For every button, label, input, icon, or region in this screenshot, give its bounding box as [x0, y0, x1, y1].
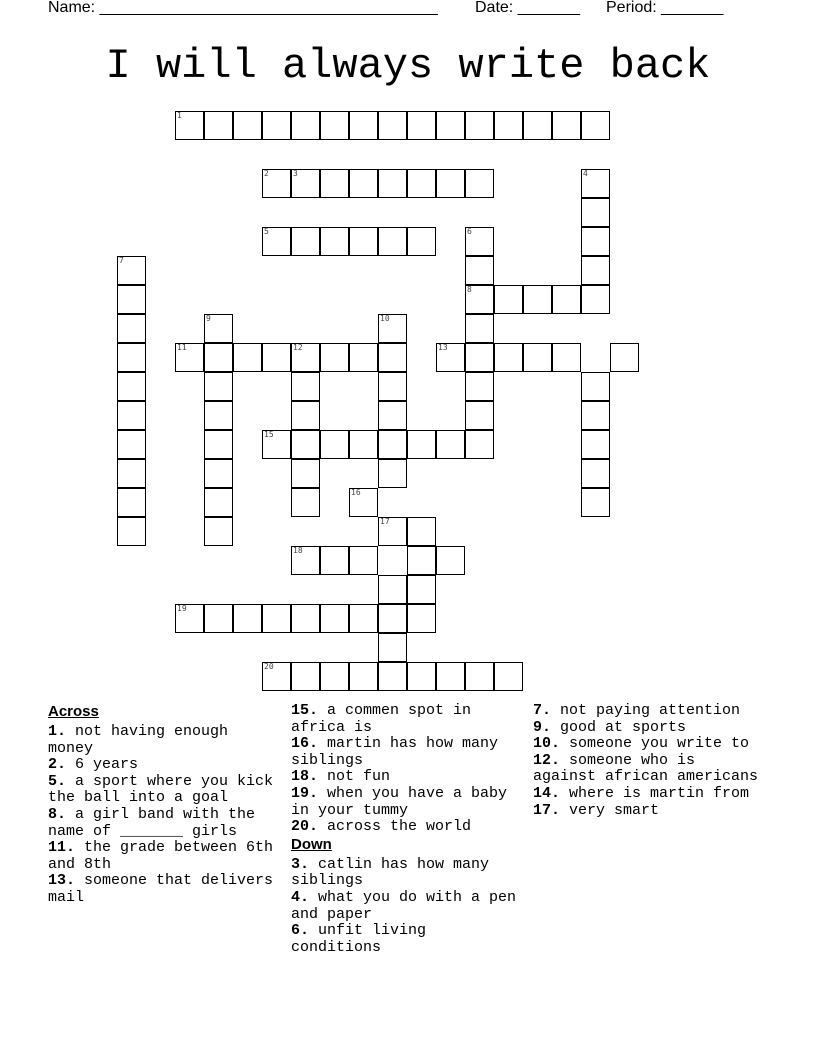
grid-cell[interactable] — [407, 662, 436, 691]
clue-number-label: 5. — [48, 772, 67, 790]
clue-item — [291, 786, 523, 819]
grid-cell[interactable] — [117, 285, 146, 314]
grid-cell[interactable] — [204, 401, 233, 430]
grid-cell[interactable] — [378, 169, 407, 198]
grid-cell[interactable] — [262, 343, 291, 372]
clue-item — [291, 890, 523, 923]
grid-cell[interactable] — [378, 343, 407, 372]
clue-number-label: 19. — [291, 784, 319, 802]
grid-cell[interactable] — [378, 633, 407, 662]
grid-cell[interactable] — [378, 459, 407, 488]
grid-cell[interactable] — [378, 111, 407, 140]
grid-cell[interactable] — [175, 343, 204, 372]
grid-cell[interactable] — [291, 662, 320, 691]
grid-cell[interactable] — [262, 662, 291, 691]
grid-cell[interactable] — [320, 343, 349, 372]
grid-cell[interactable] — [378, 662, 407, 691]
clue-item — [48, 807, 280, 840]
grid-cell[interactable] — [204, 604, 233, 633]
across-clue-list-continued — [291, 703, 523, 836]
clue-text: someone you write to — [560, 735, 750, 753]
grid-cell[interactable] — [465, 314, 494, 343]
grid-cell[interactable] — [581, 227, 610, 256]
clue-item — [291, 819, 523, 836]
grid-cell[interactable] — [117, 372, 146, 401]
grid-cell[interactable] — [552, 111, 581, 140]
clue-text: where is martin from — [560, 784, 750, 802]
down-clue-list — [291, 857, 523, 957]
grid-cell[interactable] — [407, 575, 436, 604]
grid-cell[interactable] — [291, 430, 320, 459]
grid-cell[interactable] — [436, 662, 465, 691]
clue-item — [533, 736, 765, 753]
grid-cell[interactable] — [552, 343, 581, 372]
grid-cell[interactable] — [581, 430, 610, 459]
grid-cell[interactable] — [262, 604, 291, 633]
grid-cell[interactable] — [349, 227, 378, 256]
grid-cell[interactable] — [349, 343, 378, 372]
clue-text: a commen spot in africa is — [291, 702, 472, 736]
clue-item — [48, 724, 280, 757]
grid-cell[interactable] — [204, 314, 233, 343]
grid-cell[interactable] — [581, 488, 610, 517]
grid-cell[interactable] — [581, 401, 610, 430]
clue-number: 18 — [293, 546, 303, 555]
grid-cell[interactable] — [349, 546, 378, 575]
grid-cell[interactable] — [523, 343, 552, 372]
clue-number-label: 18. — [291, 768, 319, 786]
grid-cell[interactable] — [407, 604, 436, 633]
grid-cell[interactable] — [494, 662, 523, 691]
grid-cell[interactable] — [233, 604, 262, 633]
grid-cell[interactable] — [407, 169, 436, 198]
clue-number-label: 2. — [48, 756, 67, 774]
grid-cell[interactable] — [349, 662, 378, 691]
clue-text: unfit living conditions — [291, 922, 427, 956]
grid-cell[interactable] — [175, 111, 204, 140]
grid-cell[interactable] — [581, 256, 610, 285]
clue-text: catlin has how many siblings — [291, 855, 490, 890]
clue-text: when you have a baby in your tummy — [291, 784, 508, 819]
grid-cell[interactable] — [291, 401, 320, 430]
grid-cell[interactable] — [291, 227, 320, 256]
grid-cell[interactable] — [494, 285, 523, 314]
grid-cell[interactable] — [378, 604, 407, 633]
clue-number: 1 — [177, 111, 182, 120]
grid-cell[interactable] — [117, 256, 146, 285]
grid-cell[interactable] — [117, 343, 146, 372]
grid-cell[interactable] — [465, 401, 494, 430]
period-field: Period: _______ — [606, 0, 724, 16]
across-clue-list — [48, 724, 280, 907]
grid-cell[interactable] — [291, 488, 320, 517]
clue-number-label: 3. — [291, 855, 310, 873]
down-heading: Down — [291, 835, 332, 853]
grid-cell[interactable] — [465, 227, 494, 256]
clue-number-label: 13. — [48, 872, 76, 890]
clue-item — [533, 753, 765, 786]
clue-number-label: 12. — [533, 751, 561, 769]
clue-item — [291, 923, 523, 956]
clue-item — [533, 720, 765, 737]
clue-number-label: 20. — [291, 818, 319, 836]
clue-text: not having enough money — [48, 723, 229, 757]
grid-cell[interactable] — [494, 111, 523, 140]
puzzle-title: I will always write back — [105, 42, 711, 90]
grid-cell[interactable] — [378, 575, 407, 604]
grid-cell[interactable] — [581, 169, 610, 198]
grid-cell[interactable] — [407, 517, 436, 546]
grid-cell[interactable] — [436, 343, 465, 372]
grid-cell[interactable] — [378, 314, 407, 343]
grid-cell[interactable] — [117, 314, 146, 343]
clue-number-label: 7. — [533, 702, 552, 719]
grid-cell[interactable] — [320, 169, 349, 198]
clue-number-label: 10. — [533, 735, 561, 753]
grid-cell[interactable] — [117, 488, 146, 517]
grid-cell[interactable] — [320, 604, 349, 633]
down-clue-list-continued — [533, 703, 765, 819]
clue-text: martin has how many siblings — [291, 735, 499, 769]
grid-cell[interactable] — [407, 430, 436, 459]
grid-cell[interactable] — [378, 227, 407, 256]
clue-number: 19 — [177, 604, 187, 613]
grid-cell[interactable] — [320, 546, 349, 575]
grid-cell[interactable] — [262, 227, 291, 256]
clues-column-1 — [48, 703, 280, 907]
clue-number-label: 9. — [533, 718, 552, 736]
grid-cell[interactable] — [349, 169, 378, 198]
clue-item — [48, 774, 280, 807]
clue-text: the grade between 6th and 8th — [48, 839, 274, 873]
clues-column-3 — [533, 703, 765, 819]
clue-text: someone that delivers mail — [48, 872, 274, 906]
grid-cell[interactable] — [349, 111, 378, 140]
grid-cell[interactable] — [436, 430, 465, 459]
grid-cell[interactable] — [407, 546, 436, 575]
grid-cell[interactable] — [204, 430, 233, 459]
grid-cell[interactable] — [204, 111, 233, 140]
grid-cell[interactable] — [262, 169, 291, 198]
clue-text: not paying attention — [551, 702, 741, 719]
clue-number: 10 — [380, 314, 390, 323]
clue-number-label: 6. — [291, 922, 310, 940]
grid-cell[interactable] — [117, 430, 146, 459]
clues-column-2 — [291, 703, 523, 956]
clue-item — [48, 873, 280, 906]
grid-cell[interactable] — [407, 227, 436, 256]
clue-number-label: 15. — [291, 702, 319, 719]
clue-item — [291, 857, 523, 890]
grid-cell[interactable] — [117, 517, 146, 546]
grid-cell[interactable] — [320, 227, 349, 256]
grid-cell[interactable] — [465, 111, 494, 140]
grid-cell[interactable] — [465, 285, 494, 314]
grid-cell[interactable] — [378, 430, 407, 459]
clue-number: 20 — [264, 662, 274, 671]
clue-number-label: 11. — [48, 839, 76, 857]
grid-cell[interactable] — [291, 169, 320, 198]
grid-cell[interactable] — [465, 343, 494, 372]
clue-item — [291, 769, 523, 786]
grid-cell[interactable] — [436, 546, 465, 575]
clue-number-label: 16. — [291, 735, 319, 753]
grid-cell[interactable] — [291, 459, 320, 488]
grid-cell[interactable] — [349, 604, 378, 633]
grid-cell[interactable] — [378, 401, 407, 430]
clue-text: what you do with a pen and paper — [291, 888, 517, 923]
clue-number: 17 — [380, 517, 390, 526]
clue-number: 11 — [177, 343, 187, 352]
grid-cell[interactable] — [581, 459, 610, 488]
grid-cell[interactable] — [204, 372, 233, 401]
grid-cell[interactable] — [204, 488, 233, 517]
clue-number: 5 — [264, 227, 269, 236]
clue-number: 6 — [467, 227, 472, 236]
grid-cell[interactable] — [204, 517, 233, 546]
grid-cell[interactable] — [581, 111, 610, 140]
clue-item — [48, 840, 280, 873]
clue-number-label: 1. — [48, 723, 67, 740]
clue-number: 13 — [438, 343, 448, 352]
clue-item — [533, 803, 765, 820]
clue-text: very smart — [560, 801, 660, 819]
grid-cell[interactable] — [378, 372, 407, 401]
clue-number: 12 — [293, 343, 303, 352]
clue-number-label: 14. — [533, 784, 561, 802]
grid-cell[interactable] — [407, 111, 436, 140]
clue-item — [533, 703, 765, 720]
clue-number: 3 — [293, 169, 298, 178]
date-field: Date: _______ — [475, 0, 580, 16]
grid-cell[interactable] — [436, 111, 465, 140]
grid-cell[interactable] — [581, 285, 610, 314]
grid-cell[interactable] — [465, 169, 494, 198]
grid-cell[interactable] — [523, 285, 552, 314]
clue-item — [48, 757, 280, 774]
grid-cell[interactable] — [117, 459, 146, 488]
across-heading: Across — [48, 703, 99, 720]
grid-cell[interactable] — [610, 343, 639, 372]
grid-cell[interactable] — [262, 430, 291, 459]
clue-number-label: 17. — [533, 801, 561, 819]
grid-cell[interactable] — [349, 488, 378, 517]
clue-number-label: 4. — [291, 888, 310, 906]
grid-cell[interactable] — [581, 372, 610, 401]
clue-text: across the world — [318, 818, 472, 836]
clue-item — [291, 703, 523, 736]
clue-number: 9 — [206, 314, 211, 323]
grid-cell[interactable] — [436, 169, 465, 198]
grid-cell[interactable] — [320, 662, 349, 691]
grid-cell[interactable] — [465, 256, 494, 285]
grid-cell[interactable] — [581, 198, 610, 227]
clue-number: 4 — [583, 169, 588, 178]
clue-text: a sport where you kick the ball into a goal — [48, 772, 274, 807]
clue-item — [291, 736, 523, 769]
clue-item — [533, 786, 765, 803]
grid-cell[interactable] — [175, 604, 204, 633]
grid-cell[interactable] — [291, 372, 320, 401]
grid-cell[interactable] — [117, 401, 146, 430]
grid-cell[interactable] — [320, 430, 349, 459]
grid-cell[interactable] — [291, 343, 320, 372]
clue-number: 8 — [467, 285, 472, 294]
grid-cell[interactable] — [465, 430, 494, 459]
grid-cell[interactable] — [523, 111, 552, 140]
grid-cell[interactable] — [204, 459, 233, 488]
grid-cell[interactable] — [552, 285, 581, 314]
clue-number: 7 — [119, 256, 124, 265]
grid-cell[interactable] — [494, 343, 523, 372]
name-field: Name: ______________________________________ — [48, 0, 438, 16]
clue-number: 16 — [351, 488, 361, 497]
grid-cell[interactable] — [349, 430, 378, 459]
clue-number: 15 — [264, 430, 274, 439]
grid-cell[interactable] — [291, 604, 320, 633]
grid-cell[interactable] — [204, 343, 233, 372]
grid-cell[interactable] — [233, 343, 262, 372]
grid-cell[interactable] — [291, 546, 320, 575]
grid-cell[interactable] — [291, 111, 320, 140]
clue-text: good at sports — [551, 718, 687, 736]
clue-text: not fun — [318, 768, 391, 786]
grid-cell[interactable] — [465, 662, 494, 691]
clue-number-label: 8. — [48, 805, 67, 823]
clue-number: 2 — [264, 169, 269, 178]
grid-cell[interactable] — [233, 111, 262, 140]
clue-text: 6 years — [66, 756, 139, 774]
grid-cell[interactable] — [320, 111, 349, 140]
grid-cell[interactable] — [465, 372, 494, 401]
grid-cell[interactable] — [262, 111, 291, 140]
clue-text: someone who is against african americans — [533, 751, 759, 786]
clue-text: a girl band with the name of _______ girls — [48, 805, 256, 840]
grid-cell[interactable] — [378, 517, 407, 546]
